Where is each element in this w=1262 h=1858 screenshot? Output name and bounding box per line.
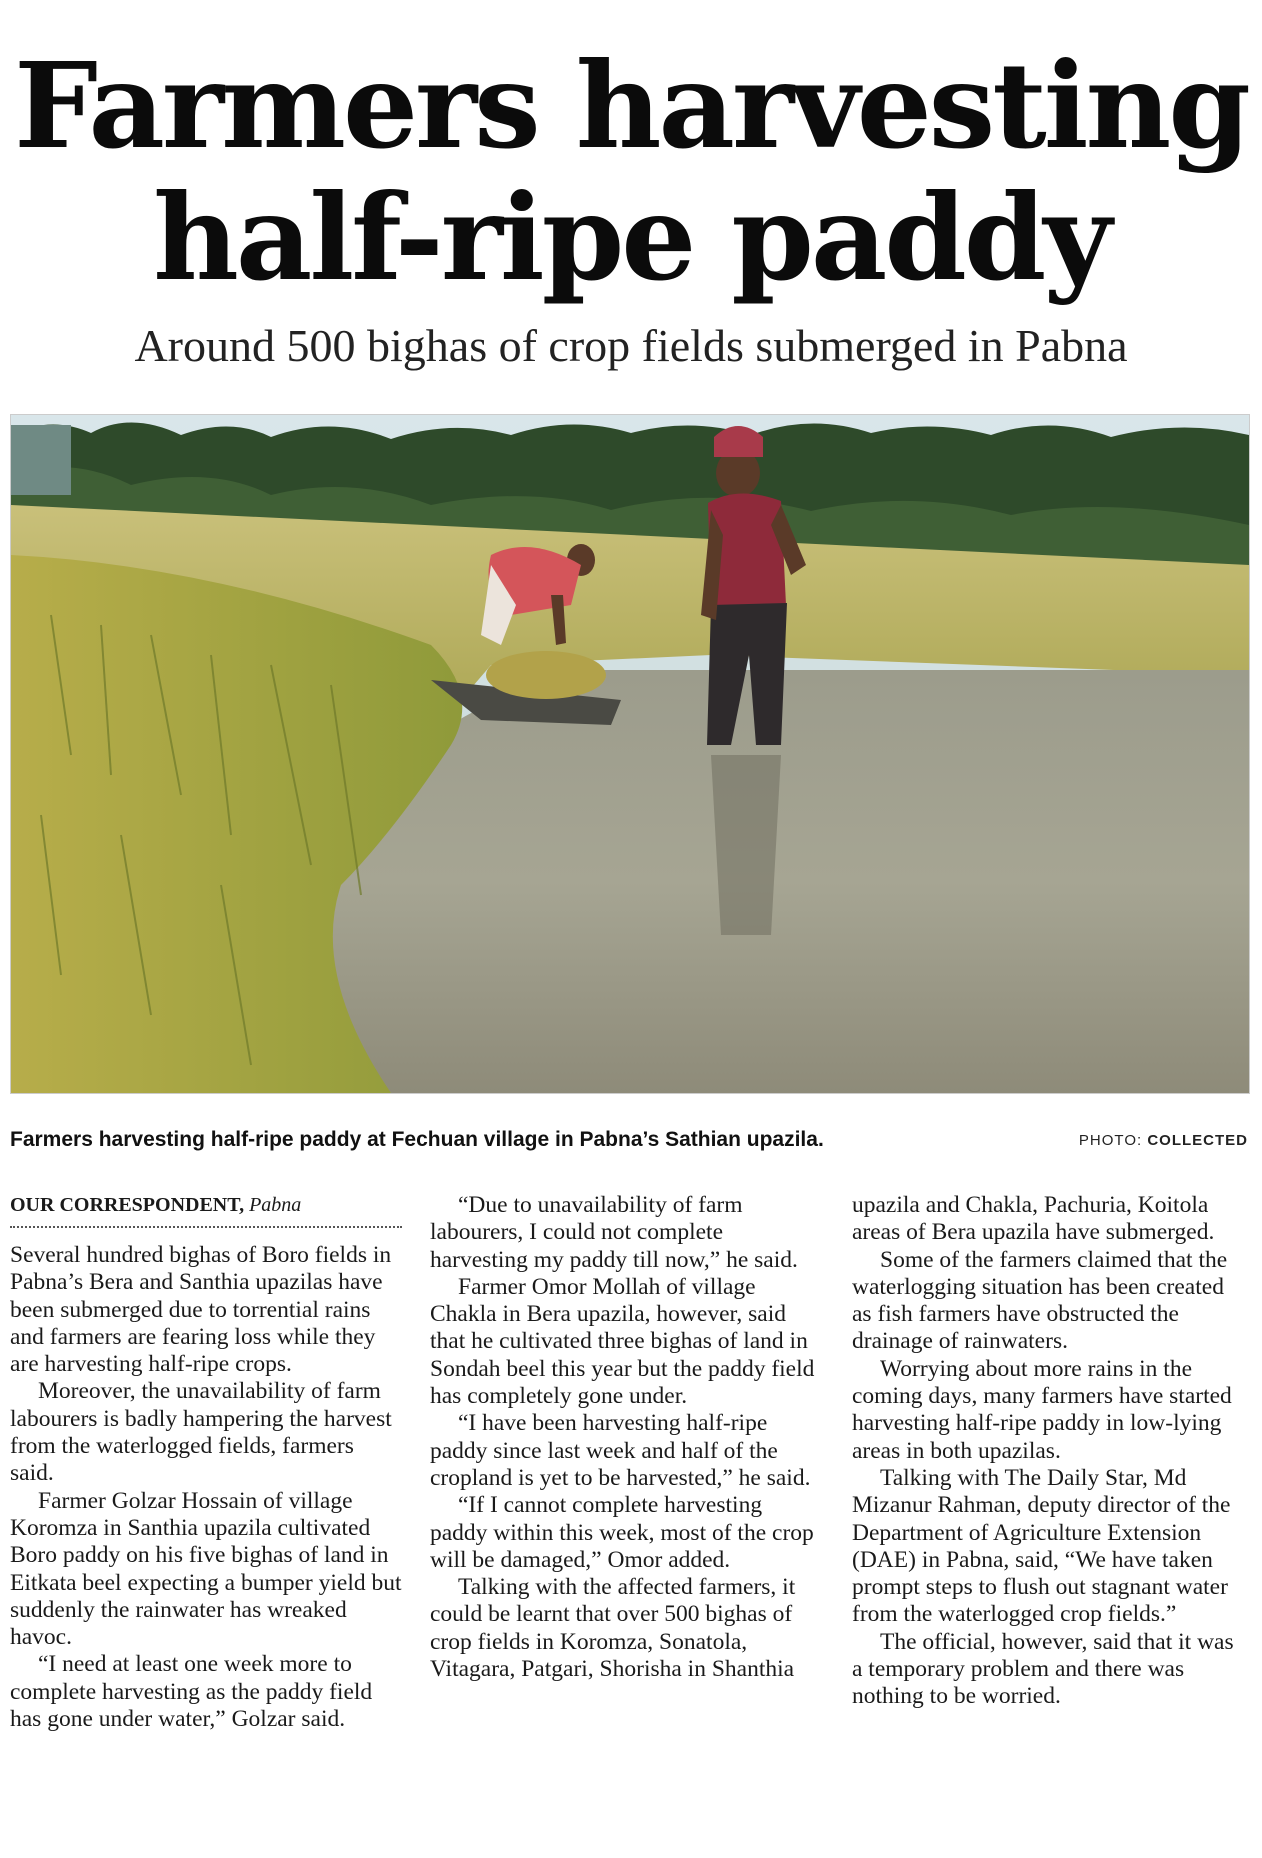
byline [10,1192,402,1228]
paragraph: Talking with The Daily Star, Md Mizanur Rahman, deputy director of the Department of Agriculture Extension (DAE) in Pabna, said, “We have taken prompt steps to flush out stagnant water from the waterlogged crop fields.” [852,1464,1231,1628]
byline-location: Pabna [249,1194,302,1216]
paragraph: Worrying about more rains in the coming days, many farmers have started harvesting half-ripe paddy in low-lying areas in both upazilas. [852,1355,1232,1464]
article-column-1 [10,1192,402,1852]
photo-caption: Farmers harvesting half-ripe paddy at Fechuan village in Pabna’s Sathian upazila. [10,1128,824,1151]
subheadline: Around 500 bighas of crop fields submerged in Pabna [134,320,1128,371]
headline-line-1: Farmers harvesting [14,36,1248,175]
photo-credit-value: COLLECTED [1147,1132,1248,1149]
photo-credit-label: PHOTO: [1078,1132,1143,1149]
paragraph: Farmer Omor Mollah of village Chakla in Bera upazila, however, said that he cultivated three bighas of land in Sondah beel this year but the paddy field has completely gone under. [430,1273,815,1410]
paragraph: Farmer Golzar Hossain of village Koromza in Santhia upazila cultivated Boro paddy on his five bighas of land in Eitkata beel expecting a bumper yield but suddenly the rainwater has wreaked havoc. [10,1487,402,1651]
news-photo [10,414,1250,1094]
paragraph: “Due to unavailability of farm labourers, I could not complete harvesting my paddy till now,” he said. [430,1192,798,1273]
article-column-2 [430,1192,822,1852]
photo-credit [1079,1132,1248,1149]
article-column-3 [852,1192,1244,1852]
paragraph: “If I cannot complete harvesting paddy within this week, most of the crop will be damaged,” Omor added. [430,1492,814,1573]
paragraph: Talking with the affected farmers, it could be learnt that over 500 bighas of crop fields in Koromza, Sonatola, Vitagara, Patgari, Shorisha in Shanthia [430,1574,796,1683]
paddy-field-illustration [11,415,1249,1093]
article-body [10,1192,1248,1852]
paragraph: The official, however, said that it was a temporary problem and there was nothing to be worried. [852,1628,1234,1710]
paragraph: Several hundred bighas of Boro fields in Pabna’s Bera and Santhia upazilas have been submerged due to torrential rains and farmers are fearing loss while they are harvesting half-ripe crops. [10,1242,392,1378]
byline-author: OUR CORRESPONDENT, [10,1194,245,1216]
photo-caption-bar [10,1128,1248,1162]
paragraph: “I need at least one week more to complete harvesting as the paddy field has gone under water,” Golzar said. [10,1651,373,1733]
headline-line-2: half-ripe paddy [153,168,1109,307]
paragraph: Some of the farmers claimed that the waterlogging situation has been created as fish farmers have obstructed the drainage of rainwaters. [852,1246,1228,1355]
paragraph: “I have been harvesting half-ripe paddy since last week and half of the cropland is yet to be harvested,” he said. [430,1410,811,1491]
headline [0,36,1262,307]
paragraph: Moreover, the unavailability of farm labourers is badly hampering the harvest from the waterlogged fields, farmers said. [10,1378,392,1487]
paragraph: upazila and Chakla, Pachuria, Koitola areas of Bera upazila have submerged. [852,1192,1215,1246]
